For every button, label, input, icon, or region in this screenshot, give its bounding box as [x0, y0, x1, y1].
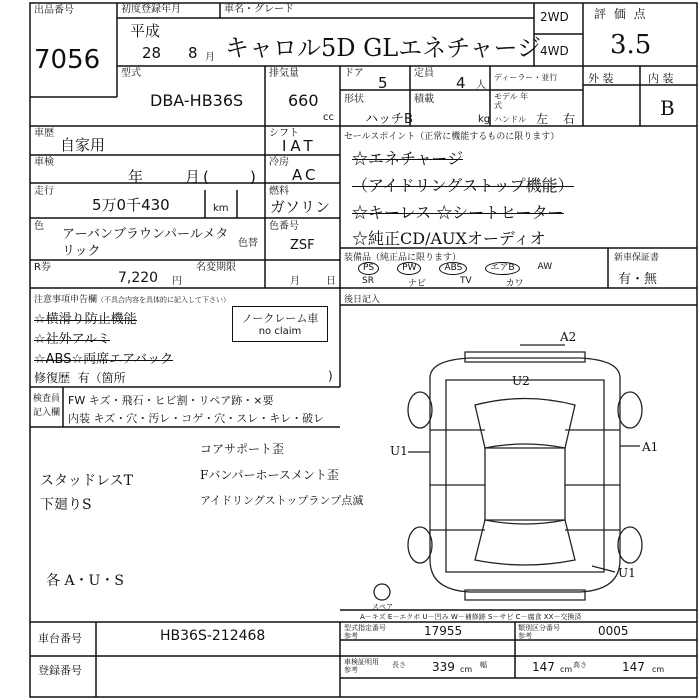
inspector-interior-row: 内装 キズ・穴・汚レ・コゲ・穴・スレ・キレ・破レ — [68, 412, 325, 425]
equip-pw: PW — [397, 262, 421, 275]
inspector-label: 検査員 記入欄 — [33, 394, 61, 418]
car-name-grade: キャロル5D GLエネチャージ — [225, 34, 542, 62]
overall-score: 3.5 — [610, 30, 652, 60]
damage-legend: A－キズ E－エクボ U－凹み W－補修跡 S－サビ C－腐食 XX－交換済 — [360, 613, 582, 621]
handle-label: ハンドル — [494, 115, 526, 124]
ac-value: AC — [292, 166, 319, 184]
usage-label: 車歴 — [34, 128, 54, 139]
sales-point-line-1: ☆エネチャージ — [352, 149, 464, 168]
left-note-3: 各 A・U・S — [46, 573, 124, 589]
inspection-day-close: ) — [250, 168, 256, 186]
load-label: 積載 — [414, 94, 434, 105]
class-no-label: 類別区分番号 参考 — [518, 624, 560, 640]
inspector-fw-row: FW キズ・飛石・ヒビ割・リペア跡・×要 — [68, 394, 274, 407]
model-code: DBA-HB36S — [150, 91, 244, 110]
note-line-2: ☆社外アルミ — [34, 332, 111, 347]
height-label: 高さ — [573, 661, 587, 669]
registration-era: 平成 — [130, 22, 161, 40]
sales-point-line-2: （アイドリングストップ機能） — [352, 176, 574, 195]
equip-airbag: エアB — [485, 262, 519, 275]
registration-label: 登録番号 — [38, 664, 82, 677]
name-change-label: 名変期限 — [196, 262, 236, 273]
score-label: 評 価 点 — [594, 7, 648, 21]
cert-label: 車検証明用 参考 — [344, 658, 379, 674]
load-unit: kg — [478, 114, 491, 125]
color-value: アーバンブラウンパールメタリック — [62, 227, 229, 259]
equip-ps: PS — [358, 262, 379, 275]
shift-label: シフト — [269, 128, 299, 139]
chassis-number: HB36S-212468 — [160, 628, 266, 644]
left-note-2: 下廻りS — [40, 497, 92, 513]
color-change-label: 色替 — [238, 238, 258, 249]
left-note-1: スタッドレスT — [40, 473, 133, 489]
height-value: 147 — [622, 660, 645, 674]
recycle-unit: 円 — [172, 276, 182, 287]
damage-mark-u2: U2 — [512, 374, 530, 388]
registration-year: 28 — [142, 44, 162, 62]
doors-label: ドア — [344, 68, 364, 79]
equipment-label: 装備品（純正品に限ります） — [344, 253, 462, 263]
exterior-label: 外 装 — [588, 72, 614, 85]
damage-mark-u1-rear: U1 — [618, 566, 636, 580]
sales-point-label: セールスポイント（正常に機能するものに限ります） — [344, 132, 560, 142]
notes-label: 注意事項申告欄（不具合内容を具体的に記入して下さい） — [34, 295, 231, 305]
comment-2: Fバンパーホースメント歪 — [200, 468, 339, 482]
first-registration-label: 初度登録年月 — [121, 4, 181, 15]
fuel-value: ガソリン — [270, 198, 331, 216]
color-code: ZSF — [290, 238, 315, 253]
color-code-label: 色番号 — [269, 221, 299, 232]
shift-value: IAT — [282, 137, 317, 155]
drive-4wd: 4WD — [540, 44, 569, 58]
sales-point-line-4: ☆純正CD/AUXオーディオ — [352, 229, 546, 248]
usage-value: 自家用 — [60, 136, 106, 154]
width-unit: cm — [560, 665, 573, 674]
inspection-label: 車検 — [34, 157, 54, 168]
length-unit: cm — [460, 665, 473, 674]
no-claim-en: no claim — [258, 326, 302, 337]
shape-label: 形状 — [344, 94, 364, 105]
type-no-label: 型式指定番号 参考 — [344, 624, 386, 640]
recycle-label: R券 — [34, 262, 51, 273]
mileage-unit: km — [213, 203, 229, 214]
inspection-year-unit: 年 — [128, 168, 144, 186]
dealer-label: ディーラー・並行 — [494, 73, 558, 82]
equip-tv: TV — [459, 276, 472, 286]
height-unit: cm — [652, 665, 665, 674]
type-number: 17955 — [424, 624, 463, 638]
displacement-unit: cc — [323, 112, 334, 123]
post-inspection-label: 後日記入 — [344, 295, 381, 305]
model-label: 型式 — [121, 68, 141, 79]
color-label: 色 — [34, 221, 44, 232]
lot-number-label: 出品番号 — [34, 5, 74, 16]
model-year-label: モデル 年式 — [494, 92, 529, 110]
note-line-1: ☆横滑り防止機能 — [34, 312, 137, 327]
spare-label: スペア — [372, 603, 393, 611]
registration-month: 8 — [188, 44, 198, 62]
doors-value: 5 — [378, 74, 388, 92]
capacity-value: 4 — [456, 74, 466, 92]
repair-close-paren: ) — [328, 369, 333, 383]
name-change-day: 日 — [326, 276, 336, 287]
equip-leather: カワ — [505, 279, 524, 289]
damage-mark-a2: A2 — [560, 330, 577, 344]
class-number: 0005 — [598, 624, 629, 638]
equip-navi: ナビ — [407, 279, 426, 289]
ac-label: 冷房 — [269, 157, 289, 168]
warranty-label: 新車保証書 — [614, 253, 660, 263]
drive-2wd: 2WD — [540, 10, 569, 24]
month-unit: 月 — [205, 52, 215, 63]
mileage-label: 走行 — [34, 186, 54, 197]
comment-1: コアサポート歪 — [200, 442, 285, 456]
handle-right: 右 — [563, 112, 576, 126]
shape-value: ハッチB — [365, 112, 413, 127]
repair-history: 修復歴 有（箇所 — [34, 371, 126, 385]
damage-mark-a1: A1 — [642, 440, 659, 454]
length-value: 339 — [432, 660, 455, 674]
recycle-value: 7,220 — [118, 270, 159, 286]
warranty-value: 有・無 — [618, 272, 658, 287]
inspection-month-unit: 月 — [185, 168, 201, 186]
displacement-label: 排気量 — [269, 68, 299, 79]
capacity-label: 定員 — [414, 68, 434, 79]
damage-mark-u1-left: U1 — [390, 444, 408, 458]
handle-left: 左 — [536, 112, 549, 126]
note-line-3: ☆ABS☆両席エアバック — [34, 352, 174, 367]
length-label: 長さ — [392, 661, 406, 669]
car-name-label: 車名・グレード — [224, 4, 294, 15]
equip-abs: ABS — [439, 262, 467, 275]
no-claim-title: ノークレーム車 — [241, 312, 319, 325]
width-label: 幅 — [480, 661, 487, 669]
displacement-value: 660 — [288, 91, 319, 110]
inspection-day-open: ( — [203, 168, 209, 186]
interior-label: 内 装 — [648, 72, 674, 85]
sales-point-line-3: ☆キーレス ☆シートヒーター — [352, 203, 564, 222]
fuel-label: 燃料 — [269, 186, 289, 197]
interior-grade: B — [660, 96, 675, 120]
lot-number: 7056 — [34, 45, 101, 75]
capacity-unit: 人 — [476, 80, 486, 91]
equip-aw: AW — [537, 262, 553, 272]
name-change-month: 月 — [290, 276, 300, 287]
comment-3: アイドリングストップランプ点滅 — [200, 494, 364, 507]
equip-sr: SR — [362, 276, 374, 286]
chassis-label: 車台番号 — [38, 632, 82, 645]
mileage-value: 5万0千430 — [92, 196, 170, 214]
width-value: 147 — [532, 660, 555, 674]
